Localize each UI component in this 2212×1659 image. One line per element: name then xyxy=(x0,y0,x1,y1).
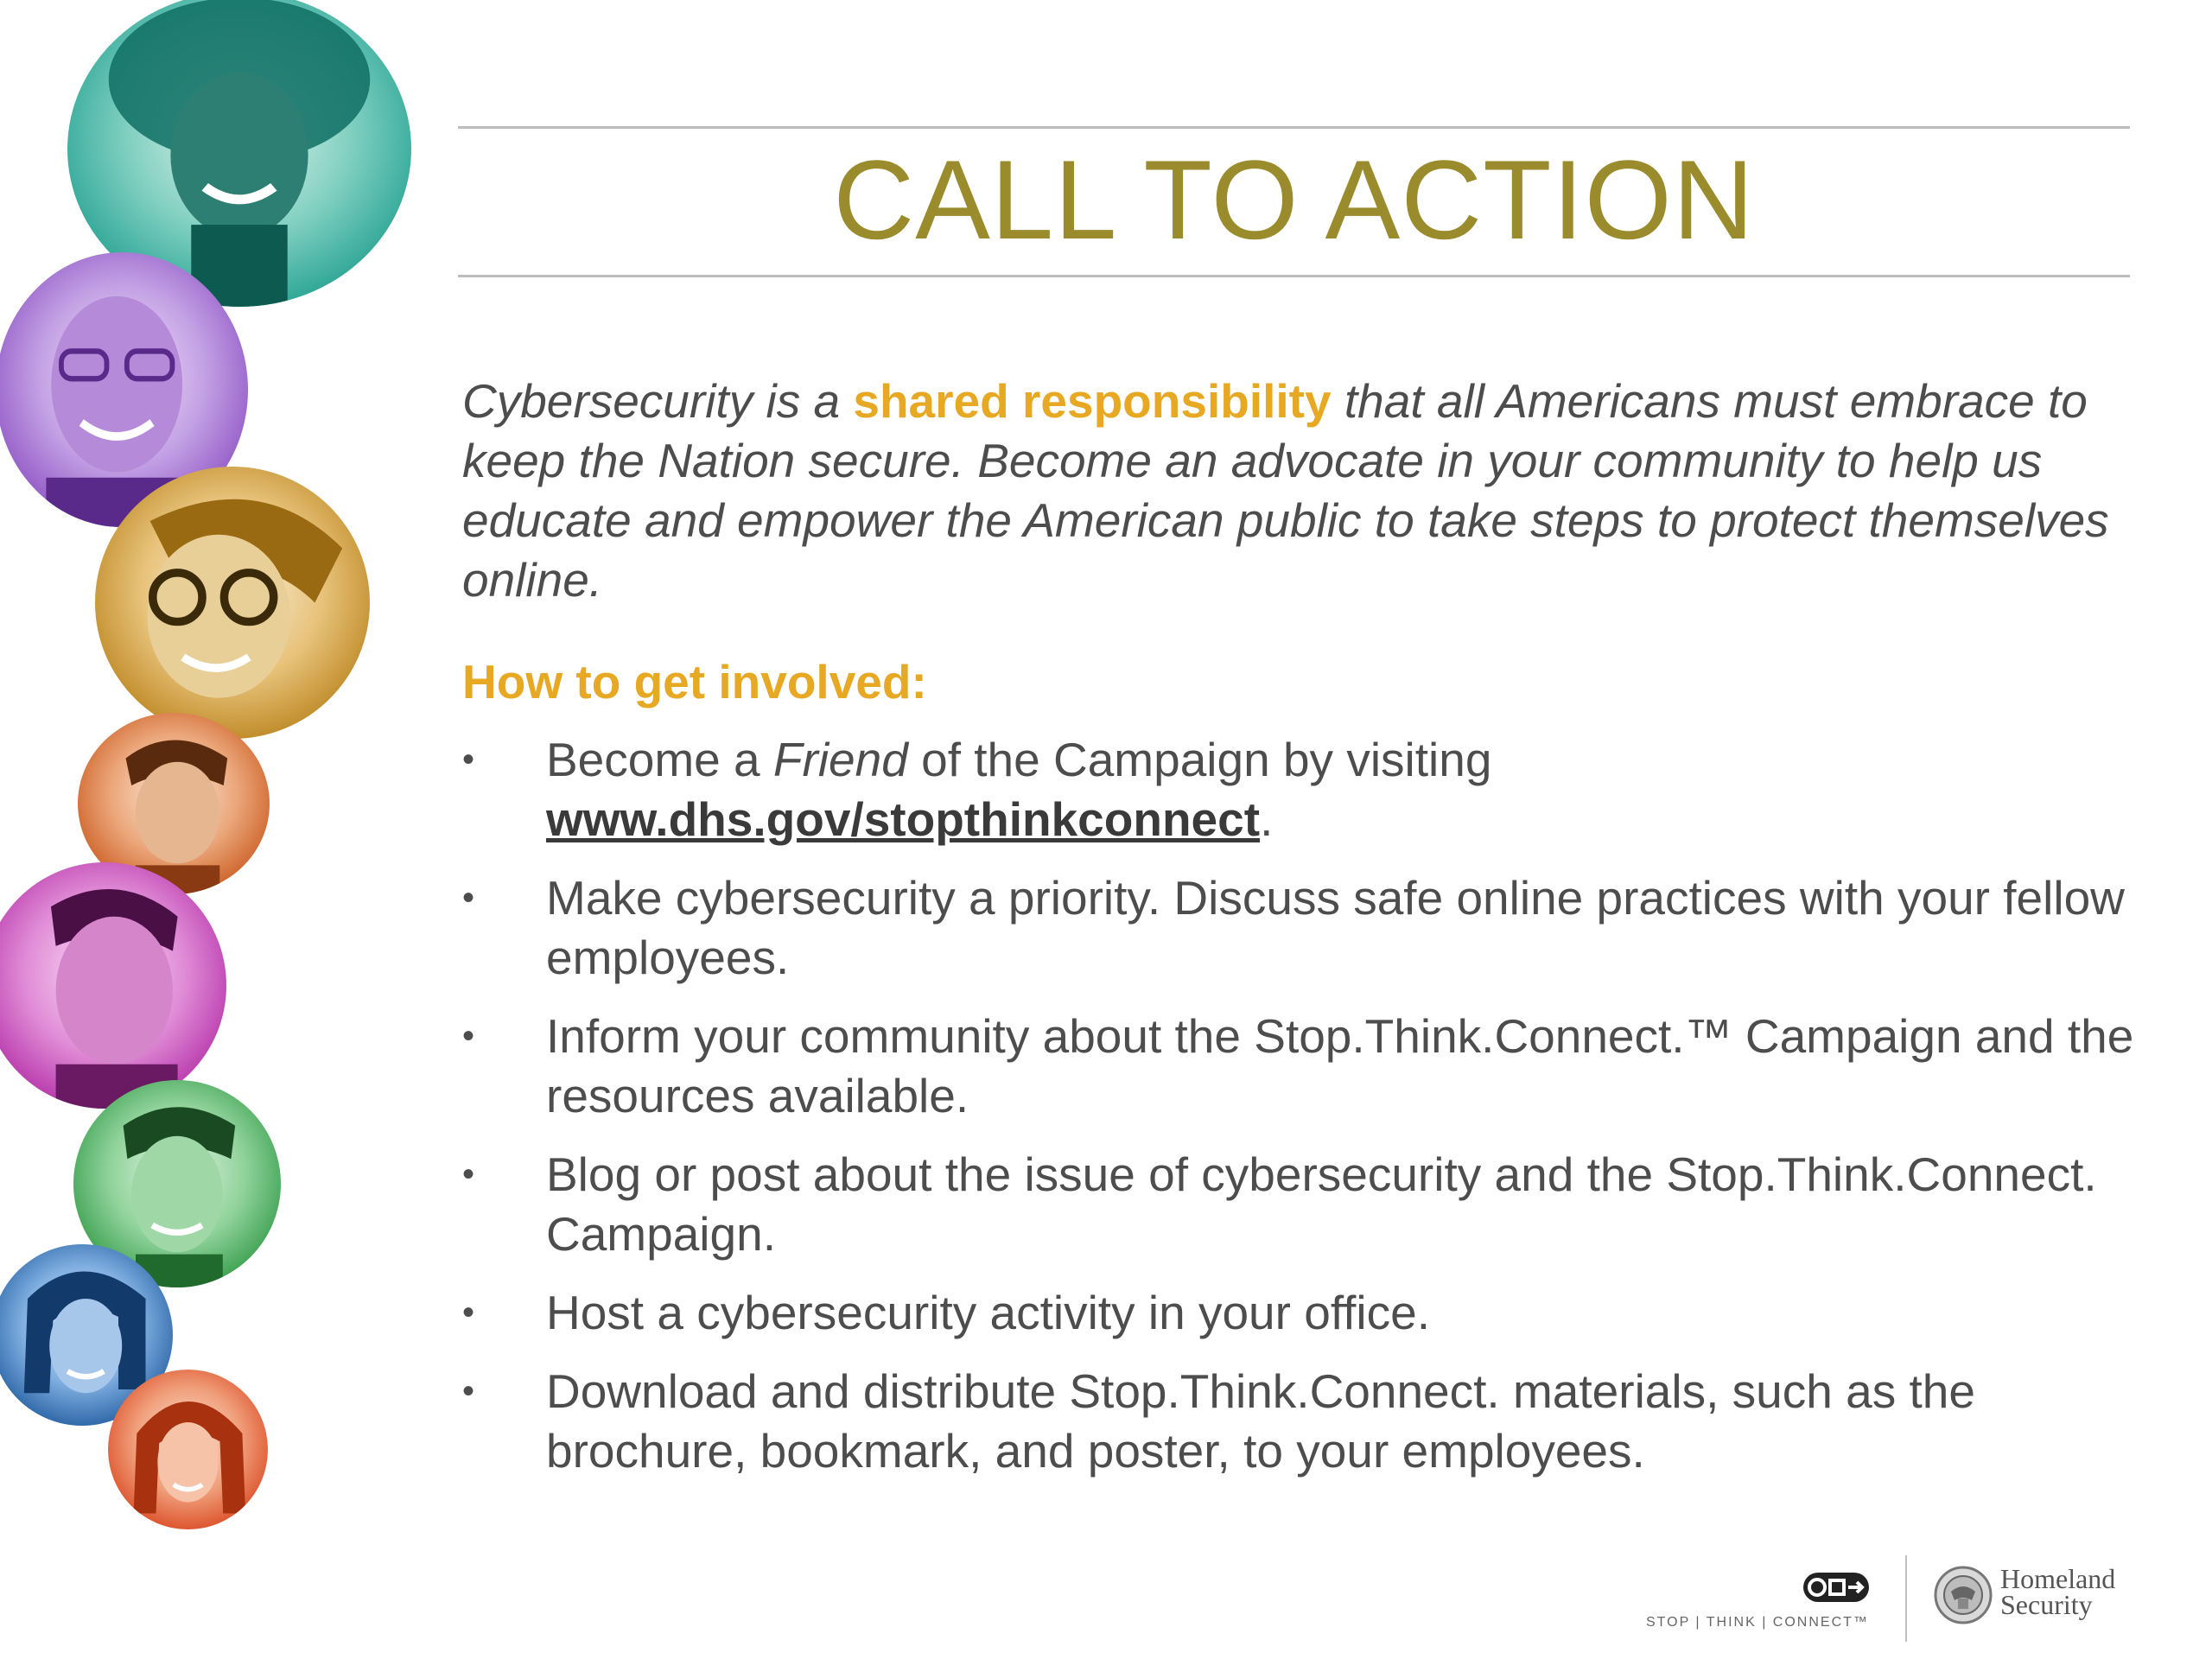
bullet-marker: • xyxy=(462,879,475,917)
item3-text: Inform your community about the Stop.Think.Connect.™ Campaign and the resources available. xyxy=(546,1009,2134,1122)
item1-prefix: Become a xyxy=(546,733,773,786)
list-item xyxy=(462,1362,2186,1481)
portrait-woman-glasses-gold xyxy=(95,467,370,739)
logo-divider xyxy=(1905,1555,1907,1642)
bullet-marker: • xyxy=(462,1294,475,1332)
item4-text: Blog or post about the issue of cybersecurity and the Stop.Think.Connect. Campaign. xyxy=(546,1147,2097,1261)
dhs-line-1: Homeland xyxy=(2000,1563,2116,1594)
involvement-list xyxy=(462,730,2186,1500)
stop-think-connect-logo xyxy=(1642,1566,1884,1635)
bullet-marker: • xyxy=(462,1017,475,1055)
bullet-marker: • xyxy=(462,741,475,779)
list-item xyxy=(462,1283,2186,1343)
list-item xyxy=(462,868,2186,988)
stop-think-connect-wordmark: STOP | THINK | CONNECT™ xyxy=(1646,1615,1869,1630)
intro-text-after: that all Americans must embrace to keep the Nation secure. Become an advocate in your community to help us educate and empower the American public to take steps to protect themselves online. xyxy=(462,374,2109,607)
item1-suffix: . xyxy=(1260,792,1274,846)
title-rule-bottom xyxy=(458,275,2130,277)
list-item xyxy=(462,1007,2186,1126)
list-item xyxy=(462,1145,2186,1264)
portrait-woman-red-orange xyxy=(108,1370,268,1529)
intro-highlight: shared responsibility xyxy=(853,374,1332,428)
portrait-man-magenta xyxy=(0,862,226,1109)
dhs-seal-icon xyxy=(1934,1566,1993,1624)
bullet-marker: • xyxy=(462,1155,475,1193)
dhs-line-2: Security xyxy=(2000,1589,2093,1620)
item1-middle: of the Campaign by visiting xyxy=(907,733,1492,786)
list-item xyxy=(462,730,2186,849)
bullet-marker: • xyxy=(462,1372,475,1410)
item2-text: Make cybersecurity a priority. Discuss safe online practices with your fellow employees. xyxy=(546,871,2125,984)
stopthinkconnect-link[interactable]: www.dhs.gov/stopthinkconnect xyxy=(546,792,1261,846)
dhs-wordmark xyxy=(2000,1563,2116,1620)
item1-friend: Friend xyxy=(772,733,908,786)
stop-think-connect-icon xyxy=(1802,1571,1871,1604)
page-title: CALL TO ACTION xyxy=(833,137,1755,263)
item6-text: Download and distribute Stop.Think.Connect. materials, such as the brochure, bookmark, and poster, to your employees. xyxy=(546,1364,1975,1478)
title-rule-top xyxy=(458,126,2130,129)
item5-text: Host a cybersecurity activity in your office. xyxy=(546,1286,1430,1339)
how-to-get-involved-heading: How to get involved: xyxy=(462,655,927,709)
intro-paragraph xyxy=(462,372,2186,610)
intro-text-before: Cybersecurity is a xyxy=(462,374,854,428)
